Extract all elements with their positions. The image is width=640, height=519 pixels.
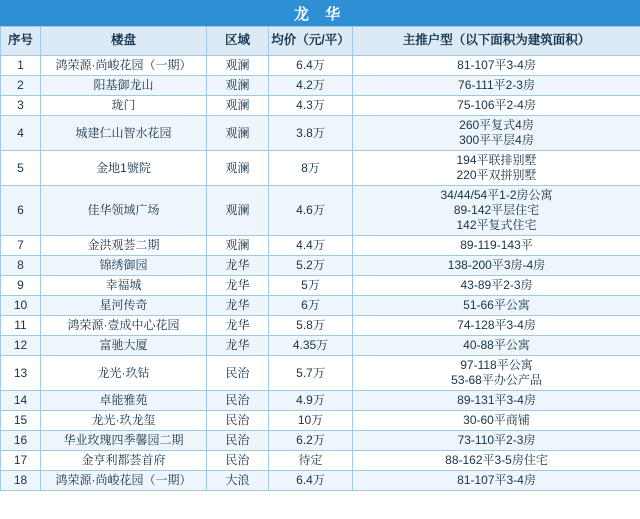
- unit-type-line: 300平平层4房: [459, 133, 534, 147]
- table-row: [1, 56, 640, 76]
- unit-type-line: 260平复式4房: [459, 118, 534, 132]
- cell-unit-types: [353, 296, 640, 316]
- unit-type-line: 89-142平层住宅: [453, 203, 540, 217]
- table-row: [1, 76, 640, 96]
- cell-property-name: 鸿荣源·壹成中心花园: [41, 316, 207, 336]
- cell-district: 龙华: [207, 316, 269, 336]
- unit-type-line: 51-66平公寓: [463, 298, 530, 312]
- cell-district: 龙华: [207, 296, 269, 316]
- cell-avg-price: 5.2万: [269, 256, 353, 276]
- cell-index: 10: [1, 296, 41, 316]
- cell-unit-types: [353, 336, 640, 356]
- cell-index: 11: [1, 316, 41, 336]
- cell-avg-price: 6.4万: [269, 471, 353, 491]
- cell-avg-price: 6.4万: [269, 56, 353, 76]
- cell-district: 观澜: [207, 56, 269, 76]
- cell-property-name: 龙光·玖龙玺: [41, 411, 207, 431]
- table-row: [1, 336, 640, 356]
- unit-type-line: 74-128平3-4房: [457, 318, 536, 332]
- cell-unit-types: [353, 276, 640, 296]
- cell-district: 观澜: [207, 96, 269, 116]
- cell-index: 13: [1, 356, 41, 391]
- cell-property-name: 珑门: [41, 96, 207, 116]
- cell-avg-price: 5.8万: [269, 316, 353, 336]
- cell-unit-types: [353, 76, 640, 96]
- cell-index: 8: [1, 256, 41, 276]
- table-row: [1, 151, 640, 186]
- cell-avg-price: 4.9万: [269, 391, 353, 411]
- cell-avg-price: 待定: [269, 451, 353, 471]
- cell-avg-price: 3.8万: [269, 116, 353, 151]
- cell-unit-types: [353, 116, 640, 151]
- unit-type-line: 142平复式住宅: [456, 218, 537, 232]
- cell-index: 6: [1, 186, 41, 236]
- table-row: [1, 471, 640, 491]
- cell-property-name: 锦绣御园: [41, 256, 207, 276]
- cell-unit-types: [353, 391, 640, 411]
- cell-avg-price: 4.3万: [269, 96, 353, 116]
- unit-type-line: 75-106平2-4房: [457, 98, 536, 112]
- unit-type-line: 34/44/54平1-2房公寓: [440, 188, 553, 202]
- unit-type-line: 53-68平办公产品: [451, 373, 542, 387]
- cell-unit-types: [353, 56, 640, 76]
- cell-index: 7: [1, 236, 41, 256]
- cell-avg-price: 4.35万: [269, 336, 353, 356]
- cell-unit-types: [353, 356, 640, 391]
- cell-index: 4: [1, 116, 41, 151]
- table-header-row: [1, 27, 640, 56]
- cell-property-name: 华业玫瑰四季馨园二期: [41, 431, 207, 451]
- table-row: [1, 411, 640, 431]
- cell-district: 龙华: [207, 276, 269, 296]
- column-header-area: 区域: [207, 27, 269, 56]
- table-row: [1, 276, 640, 296]
- cell-unit-types: [353, 431, 640, 451]
- cell-avg-price: 4.4万: [269, 236, 353, 256]
- cell-index: 2: [1, 76, 41, 96]
- cell-district: 观澜: [207, 186, 269, 236]
- unit-type-line: 30-60平商铺: [463, 413, 530, 427]
- cell-index: 15: [1, 411, 41, 431]
- column-header-price: 均价（元/平）: [269, 27, 353, 56]
- table-row: [1, 451, 640, 471]
- cell-unit-types: [353, 96, 640, 116]
- cell-index: 14: [1, 391, 41, 411]
- cell-unit-types: [353, 471, 640, 491]
- cell-property-name: 金亨利都荟首府: [41, 451, 207, 471]
- cell-property-name: 星河传奇: [41, 296, 207, 316]
- cell-index: 5: [1, 151, 41, 186]
- cell-property-name: 幸福城: [41, 276, 207, 296]
- unit-type-line: 88-162平3-5房住宅: [445, 453, 548, 467]
- cell-unit-types: [353, 451, 640, 471]
- cell-property-name: 金洪观荟二期: [41, 236, 207, 256]
- cell-district: 民治: [207, 451, 269, 471]
- unit-type-line: 97-118平公寓: [460, 358, 533, 372]
- cell-index: 1: [1, 56, 41, 76]
- cell-property-name: 金地1號院: [41, 151, 207, 186]
- column-header-index: 序号: [1, 27, 41, 56]
- cell-index: 12: [1, 336, 41, 356]
- cell-district: 观澜: [207, 236, 269, 256]
- cell-property-name: 龙光·玖钻: [41, 356, 207, 391]
- cell-property-name: 鸿荣源·尚峻花园（一期）: [41, 471, 207, 491]
- unit-type-line: 138-200平3房-4房: [447, 258, 546, 272]
- cell-property-name: 卓能雅苑: [41, 391, 207, 411]
- cell-index: 18: [1, 471, 41, 491]
- unit-type-line: 40-88平公寓: [463, 338, 530, 352]
- table-row: [1, 236, 640, 256]
- cell-property-name: 阳基御龙山: [41, 76, 207, 96]
- cell-avg-price: 5万: [269, 276, 353, 296]
- table-row: [1, 296, 640, 316]
- table-row: [1, 186, 640, 236]
- cell-index: 16: [1, 431, 41, 451]
- table-row: [1, 356, 640, 391]
- cell-unit-types: [353, 256, 640, 276]
- cell-property-name: 城建仁山智水花园: [41, 116, 207, 151]
- unit-type-line: 73-110平2-3房: [457, 433, 536, 447]
- table-row: [1, 316, 640, 336]
- unit-type-line: 89-119-143平: [460, 238, 533, 252]
- cell-property-name: 鸿荣源·尚峻花园（一期）: [41, 56, 207, 76]
- cell-unit-types: [353, 186, 640, 236]
- cell-property-name: 佳华领域广场: [41, 186, 207, 236]
- table-header: [1, 27, 640, 56]
- cell-index: 17: [1, 451, 41, 471]
- table-row: [1, 96, 640, 116]
- unit-type-line: 81-107平3-4房: [457, 58, 536, 72]
- cell-district: 龙华: [207, 256, 269, 276]
- cell-district: 民治: [207, 356, 269, 391]
- unit-type-line: 76-111平2-3房: [458, 78, 535, 92]
- table-row: [1, 431, 640, 451]
- table-body: [1, 56, 640, 491]
- unit-type-line: 220平双拼别墅: [456, 168, 537, 182]
- property-price-table: [0, 26, 640, 491]
- cell-avg-price: 10万: [269, 411, 353, 431]
- cell-avg-price: 6万: [269, 296, 353, 316]
- cell-unit-types: [353, 411, 640, 431]
- column-header-name: 楼盘: [41, 27, 207, 56]
- cell-district: 观澜: [207, 76, 269, 96]
- table-row: [1, 116, 640, 151]
- unit-type-line: 194平联排别墅: [456, 153, 537, 167]
- cell-district: 观澜: [207, 116, 269, 151]
- unit-type-line: 43-89平2-3房: [460, 278, 533, 292]
- cell-index: 9: [1, 276, 41, 296]
- cell-unit-types: [353, 151, 640, 186]
- unit-type-line: 81-107平3-4房: [457, 473, 536, 487]
- cell-property-name: 富驰大厦: [41, 336, 207, 356]
- cell-index: 3: [1, 96, 41, 116]
- cell-avg-price: 8万: [269, 151, 353, 186]
- cell-district: 民治: [207, 431, 269, 451]
- cell-district: 龙华: [207, 336, 269, 356]
- table-row: [1, 391, 640, 411]
- unit-type-line: 89-131平3-4房: [457, 393, 536, 407]
- cell-district: 大浪: [207, 471, 269, 491]
- cell-avg-price: 4.2万: [269, 76, 353, 96]
- column-header-types: 主推户型（以下面积为建筑面积）: [353, 27, 640, 56]
- cell-unit-types: [353, 236, 640, 256]
- cell-avg-price: 4.6万: [269, 186, 353, 236]
- cell-district: 民治: [207, 391, 269, 411]
- cell-district: 观澜: [207, 151, 269, 186]
- cell-district: 民治: [207, 411, 269, 431]
- cell-unit-types: [353, 316, 640, 336]
- page-title: 龙 华: [0, 0, 640, 26]
- table-row: [1, 256, 640, 276]
- cell-avg-price: 6.2万: [269, 431, 353, 451]
- cell-avg-price: 5.7万: [269, 356, 353, 391]
